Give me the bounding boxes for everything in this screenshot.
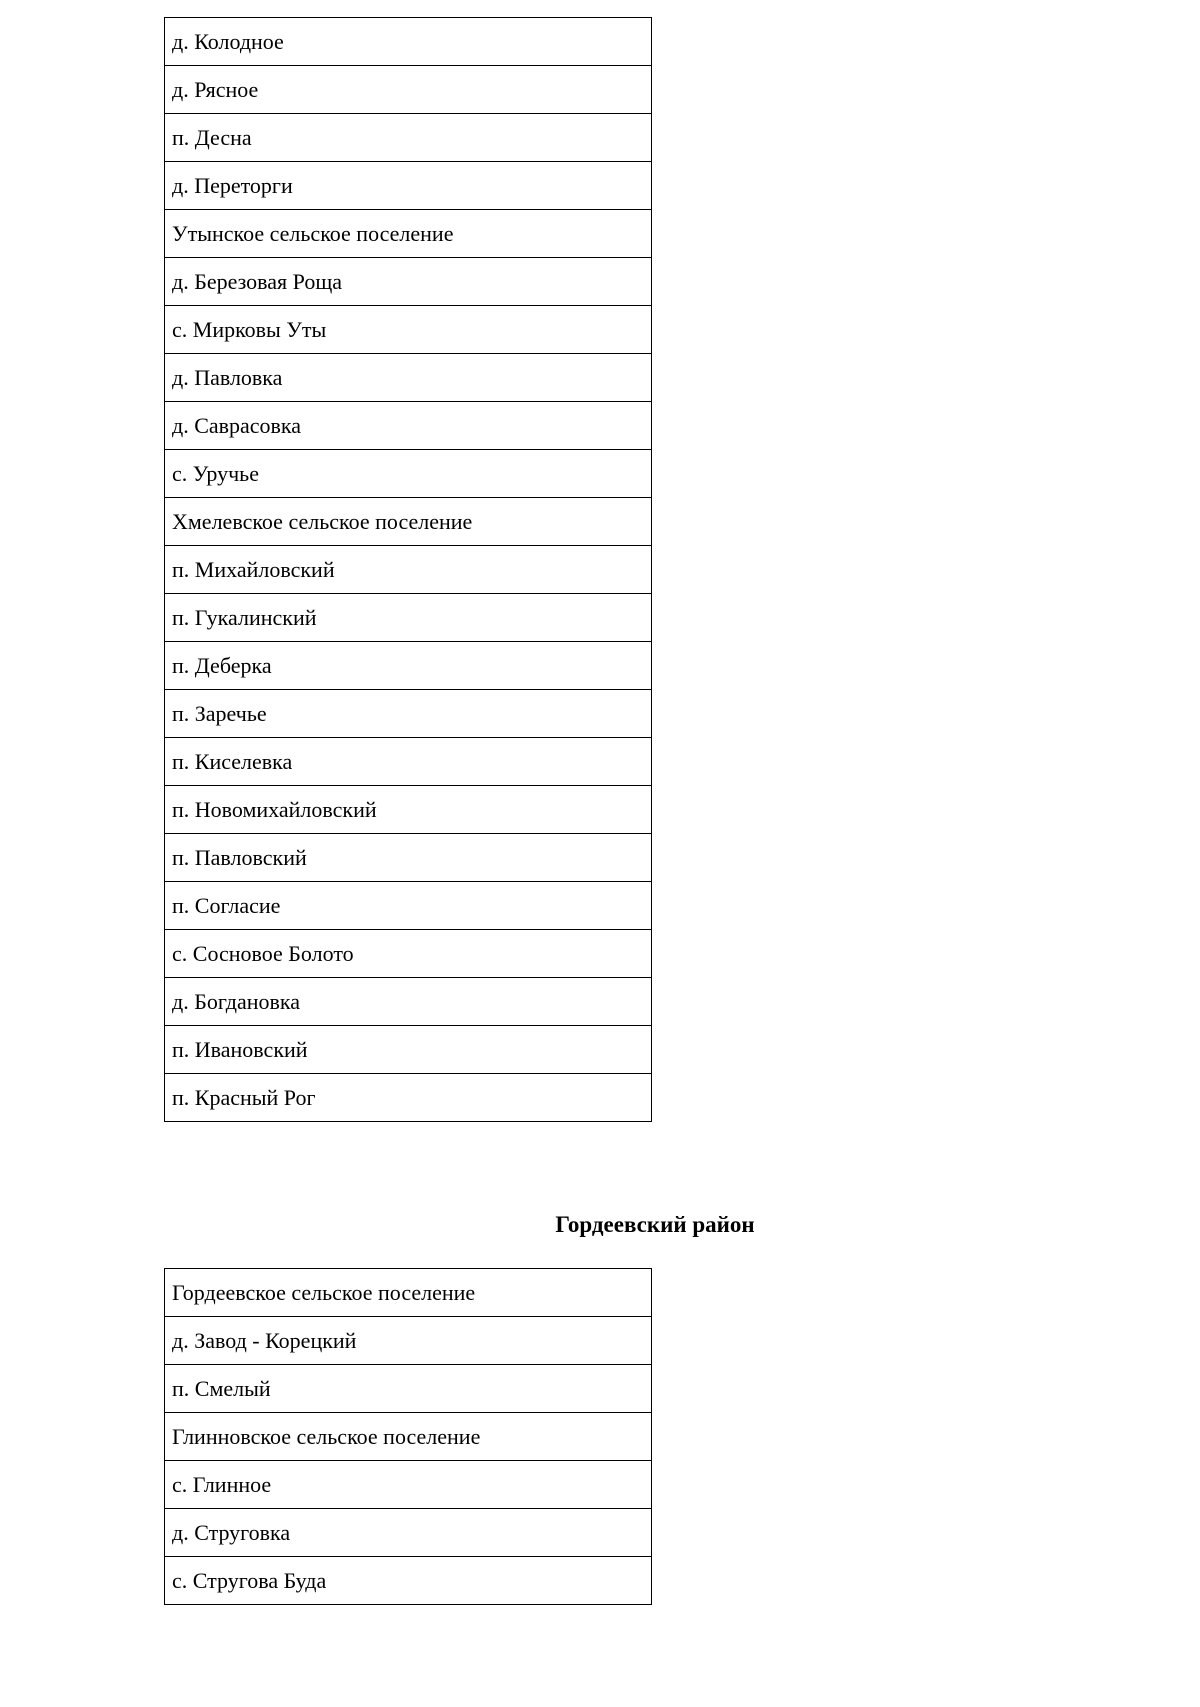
table-row <box>165 114 652 162</box>
table-row <box>165 690 652 738</box>
table-cell: д. Павловка <box>165 354 652 402</box>
table-cell: д. Переторги <box>165 162 652 210</box>
table-row <box>165 498 652 546</box>
settlements-table-top <box>164 17 652 1122</box>
table-cell: п. Деберка <box>165 642 652 690</box>
table-row <box>165 1557 652 1605</box>
table-cell: д. Березовая Роща <box>165 258 652 306</box>
table-cell: п. Михайловский <box>165 546 652 594</box>
table-row <box>165 306 652 354</box>
table-cell: п. Киселевка <box>165 738 652 786</box>
table-cell: с. Стругова Буда <box>165 1557 652 1605</box>
table-cell: д. Рясное <box>165 66 652 114</box>
table-cell: Гордеевское сельское поселение <box>165 1269 652 1317</box>
settlements-table-bottom <box>164 1268 652 1605</box>
table-row <box>165 882 652 930</box>
table-cell: п. Десна <box>165 114 652 162</box>
table-cell: д. Саврасовка <box>165 402 652 450</box>
table-cell: с. Глинное <box>165 1461 652 1509</box>
table-cell: п. Согласие <box>165 882 652 930</box>
table-row <box>165 1365 652 1413</box>
table-cell: п. Красный Рог <box>165 1074 652 1122</box>
table-row <box>165 594 652 642</box>
table-row <box>165 1269 652 1317</box>
table-cell: п. Новомихайловский <box>165 786 652 834</box>
table-row <box>165 258 652 306</box>
table-cell: Хмелевское сельское поселение <box>165 498 652 546</box>
table-cell: с. Мирковы Уты <box>165 306 652 354</box>
table-cell: п. Гукалинский <box>165 594 652 642</box>
table-row <box>165 354 652 402</box>
table-cell: п. Смелый <box>165 1365 652 1413</box>
table-row <box>165 1509 652 1557</box>
table-cell: с. Сосновое Болото <box>165 930 652 978</box>
table-row <box>165 1317 652 1365</box>
table-row <box>165 66 652 114</box>
table-row <box>165 450 652 498</box>
table-row <box>165 18 652 66</box>
table-row <box>165 546 652 594</box>
table-row <box>165 786 652 834</box>
table-row <box>165 1026 652 1074</box>
table-row <box>165 642 652 690</box>
table-row <box>165 402 652 450</box>
settlements-table-top-body <box>165 18 652 1122</box>
table-row <box>165 1413 652 1461</box>
table-cell: п. Павловский <box>165 834 652 882</box>
table-cell: д. Богдановка <box>165 978 652 1026</box>
table-row <box>165 1461 652 1509</box>
table-row <box>165 1074 652 1122</box>
table-row <box>165 738 652 786</box>
table-row <box>165 162 652 210</box>
table-row <box>165 978 652 1026</box>
table-row <box>165 930 652 978</box>
settlements-table-bottom-body <box>165 1269 652 1605</box>
table-cell: д. Струговка <box>165 1509 652 1557</box>
table-cell: с. Уручье <box>165 450 652 498</box>
district-heading: Гордеевский район <box>555 1212 755 1237</box>
table-row <box>165 834 652 882</box>
table-cell: п. Ивановский <box>165 1026 652 1074</box>
table-row <box>165 210 652 258</box>
table-cell: п. Заречье <box>165 690 652 738</box>
table-cell: д. Колодное <box>165 18 652 66</box>
table-cell: д. Завод - Корецкий <box>165 1317 652 1365</box>
table-cell: Утынское сельское поселение <box>165 210 652 258</box>
table-cell: Глинновское сельское поселение <box>165 1413 652 1461</box>
